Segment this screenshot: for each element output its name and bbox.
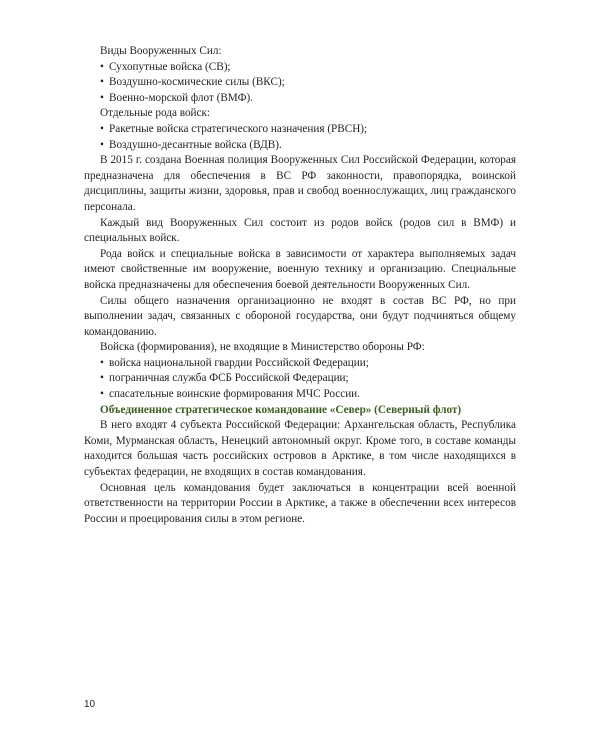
- list-item: • Воздушно-десантные войска (ВДВ).: [84, 138, 516, 154]
- bullet-icon: •: [100, 372, 104, 385]
- bullet-icon: •: [100, 76, 104, 89]
- separate-branches-list: [84, 122, 516, 153]
- armed-forces-heading: Виды Вооруженных Сил:: [100, 45, 222, 57]
- page-number: 10: [84, 699, 96, 710]
- list-item: • Военно-морской флот (ВМФ).: [84, 91, 516, 107]
- bullet-icon: •: [100, 138, 104, 151]
- section-heading: Объединенное стратегическое командование «Север» (Северный флот): [100, 403, 462, 416]
- separate-branches-heading: Отдельные рода войск:: [100, 107, 211, 120]
- armed-forces-list: [84, 60, 516, 107]
- page-content: [84, 44, 516, 527]
- bullet-icon: •: [100, 91, 104, 104]
- section-paragraph-subjects: В него входят 4 субъекта Российской Федерации: Архангельская область, Республика Коми, Мурманская область, Ненецкий автономный округ. Кроме того, в составе команды находится большая часть российских островов в Арктике, в том числе находящихся в субъектах федерации, не входящих в состав командования.: [84, 419, 516, 479]
- list-item: • войска национальной гвардии Российской Федерации;: [84, 356, 516, 372]
- list-item: • спасательные воинские формирования МЧС России.: [84, 387, 516, 403]
- paragraph-military-police: В 2015 г. создана Военная полиция Вооруженных Сил Российской Федерации, которая предназначена для обеспечения в ВС РФ законности, правопорядка, воинской дисциплины, защиты жизни, здоровья, прав и свобод военнослужащих, лиц гражданского персонала.: [84, 154, 516, 213]
- bullet-icon: •: [100, 356, 104, 369]
- list-item: • Воздушно-космические силы (ВКС);: [84, 75, 516, 91]
- bullet-icon: •: [100, 388, 104, 401]
- list-item: • Сухопутные войска (СВ);: [84, 60, 516, 76]
- troops-list: [84, 356, 516, 403]
- paragraph-general-forces: Силы общего назначения организационно не входят в состав ВС РФ, но при выполнении задач, связанных с обороной государства, они будут подчиняться общему командованию.: [84, 294, 516, 338]
- list-item: • пограничная служба ФСБ Российской Федерации;: [84, 371, 516, 387]
- section-paragraph-goal: Основная цель командования будет заключаться в концентрации всей военной ответственности на территории России в Арктике, а также в обеспечении всех интересов России и проецирования силы в этом регионе.: [84, 481, 516, 525]
- bullet-icon: •: [100, 122, 104, 135]
- paragraph-branch-structure: Каждый вид Вооруженных Сил состоит из родов войск (родов сил в ВМФ) и специальных войск.: [84, 216, 516, 245]
- paragraph-special-troops: Рода войск и специальные войска в зависимости от характера выполняемых задач имеют свойственные им вооружение, военную технику и организацию. Специальные войска предназначены для обеспечения боевой деятельности Вооруженных Сил.: [84, 247, 516, 291]
- troops-heading: Войска (формирования), не входящие в Министерство обороны РФ:: [100, 341, 425, 354]
- bullet-icon: •: [100, 60, 104, 73]
- list-item: • Ракетные войска стратегического назначения (РВСН);: [84, 122, 516, 138]
